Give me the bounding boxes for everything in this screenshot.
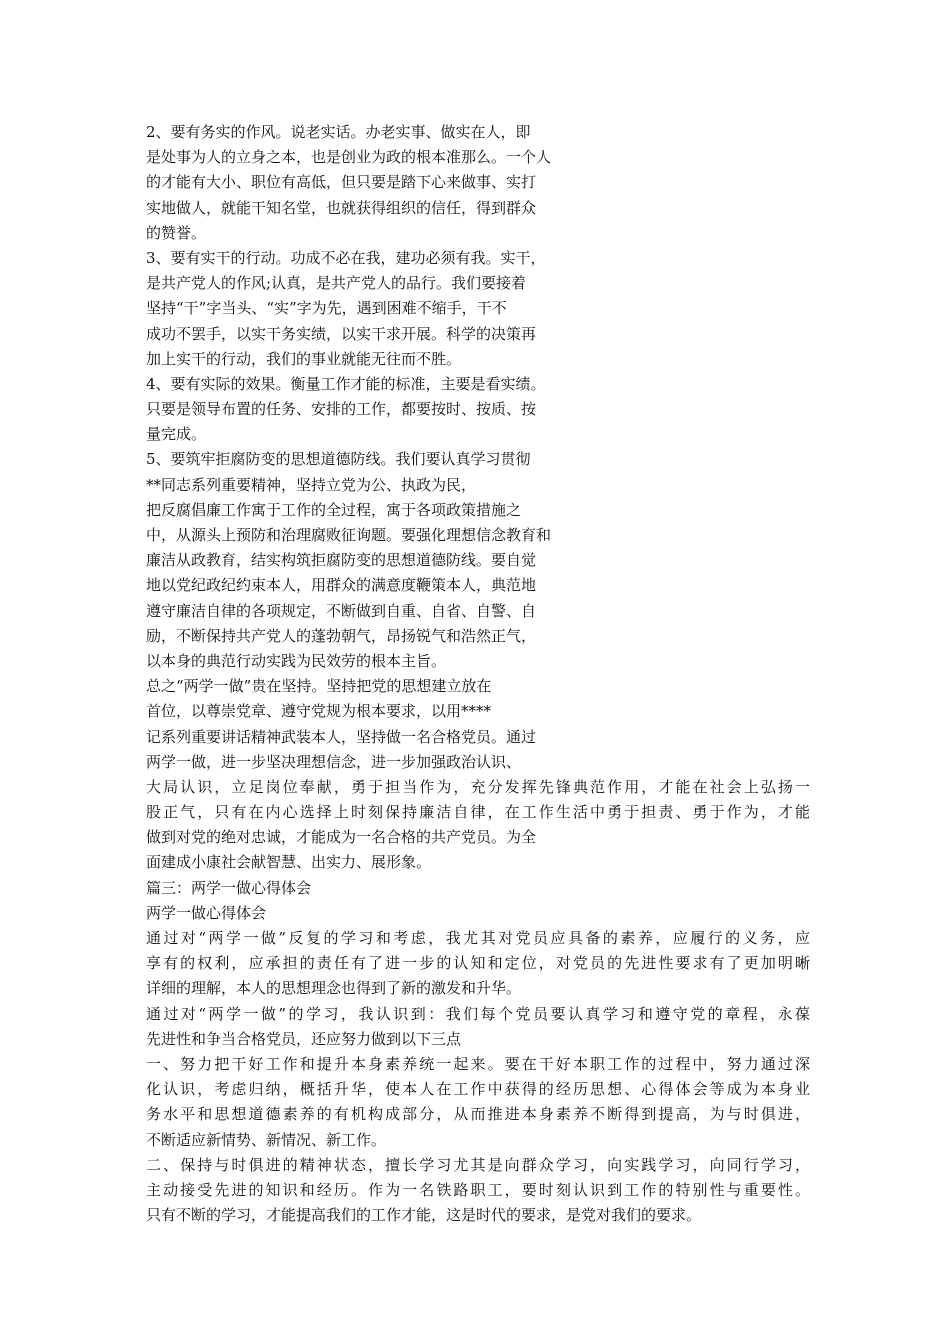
text-line: 实地做人，就能干知名堂，也就获得组织的信任，得到群众	[146, 198, 537, 217]
text-line: 化认识，考虑归纳，概括升华，使本人在工作中获得的经历思想、心得体会等成为本身业	[146, 1080, 810, 1099]
text-line: 详细的理解，本人的思想理念也得到了新的激发和升华。	[146, 979, 522, 998]
text-line: 成功不罢手，以实干务实绩，以实干求开展。科学的决策再	[146, 324, 537, 343]
text-line: 大局认识，立足岗位奉献，勇于担当作为，充分发挥先锋典范作用，才能在社会上弘扬一	[146, 777, 810, 796]
text-line: 遵守廉洁自律的各项规定，不断做到自重、自省、自警、自	[146, 601, 537, 620]
text-line: 坚持“干”字当头、“实”字为先，遇到困难不缩手，干不	[146, 299, 507, 318]
text-line: 股正气，只有在内心选择上时刻保持廉洁自律，在工作生活中勇于担责、勇于作为，才能	[146, 803, 810, 822]
text-line: 通过对“两学一做”反复的学习和考虑，我尤其对党员应具备的素养，应履行的义务，应	[146, 929, 810, 947]
text-line: 一、努力把干好工作和提升本身素养统一起来。要在干好本职工作的过程中，努力通过深	[146, 1054, 810, 1073]
text-line: 是共产党人的作风;认真，是共产党人的品行。我们要接着	[146, 274, 527, 293]
section-subtitle: 两学一做心得体会	[146, 903, 267, 922]
text-line: 加上实干的行动，我们的事业就能无往而不胜。	[146, 349, 462, 368]
text-line: 的赞誉。	[146, 223, 207, 242]
text-line: 是处事为人的立身之本，也是创业为政的根本准那么。一个人	[146, 148, 552, 167]
text-line: 廉洁从政教育，结实构筑拒腐防变的思想道德防线。要自觉	[146, 551, 537, 570]
text-line: 不断适应新情势、新情况、新工作。	[146, 1130, 387, 1149]
text-line: 只有不断的学习，才能提高我们的工作才能，这是时代的要求，是党对我们的要求。	[146, 1206, 702, 1225]
text-line: 先进性和争当合格党员，还应努力做到以下三点	[146, 1029, 462, 1048]
text-line: 二、保持与时俱进的精神状态，擅长学习尤其是向群众学习，向实践学习，向同行学习，	[146, 1155, 810, 1174]
text-line: 把反腐倡廉工作寓于工作的全过程，寓于各项政策措施之	[146, 500, 522, 519]
text-line: 享有的权利，应承担的责任有了进一步的认知和定位，对党员的先进性要求有了更加明晰	[146, 954, 810, 973]
text-line: 首位，以尊崇党章、遵守党规为根本要求，以用****	[146, 702, 492, 721]
text-line: 以本身的典范行动实践为民效劳的根本主旨。	[146, 651, 447, 670]
text-line: 5、要筑牢拒腐防变的思想道德防线。我们要认真学习贯彻	[146, 450, 531, 469]
text-line: 记系列重要讲话精神武装本人，坚持做一名合格党员。通过	[146, 727, 537, 746]
text-line: 2、要有务实的作风。说老实话。办老实事、做实在人，即	[146, 123, 531, 141]
text-line: 务水平和思想道德素养的有机构成部分，从而推进本身素养不断得到提高，为与时俱进，	[146, 1105, 810, 1124]
section-title: 篇三：两学一做心得体会	[146, 878, 312, 897]
text-line: 地以党纪政纪约束本人，用群众的满意度鞭策本人，典范地	[146, 576, 537, 595]
text-line: 只要是领导布置的任务、安排的工作，都要按时、按质、按	[146, 400, 537, 419]
document-body	[146, 120, 810, 1228]
text-line: 两学一做，进一步坚决理想信念，进一步加强政治认识、	[146, 752, 522, 771]
text-line: 的才能有大小、职位有高低，但只要是踏下心来做事、实打	[146, 173, 537, 192]
text-line: 4、要有实际的效果。衡量工作才能的标准，主要是看实绩。	[146, 374, 546, 393]
text-line: **同志系列重要精神，坚持立党为公、执政为民，	[146, 475, 477, 494]
text-line: 量完成。	[146, 425, 207, 444]
text-line: 面建成小康社会献智慧、出实力、展形象。	[146, 853, 432, 872]
text-line: 通过对“两学一做”的学习，我认识到：我们每个党员要认真学习和遵守党的章程，永葆	[146, 1004, 810, 1023]
text-line: 3、要有实干的行动。功成不必在我，建功必须有我。实干，	[146, 248, 546, 267]
text-line: 做到对党的绝对忠诚，才能成为一名合格的共产党员。为全	[146, 828, 537, 847]
text-line: 中，从源头上预防和治理腐败征询题。要强化理想信念教育和	[146, 526, 552, 544]
text-line: 总之“两学一做”贵在坚持。坚持把党的思想建立放在	[146, 677, 492, 696]
text-line: 主动接受先进的知识和经历。作为一名铁路职工，要时刻认识到工作的特别性与重要性。	[146, 1180, 810, 1199]
text-line: 励，不断保持共产党人的蓬勃朝气，昂扬锐气和浩然正气，	[146, 626, 537, 645]
